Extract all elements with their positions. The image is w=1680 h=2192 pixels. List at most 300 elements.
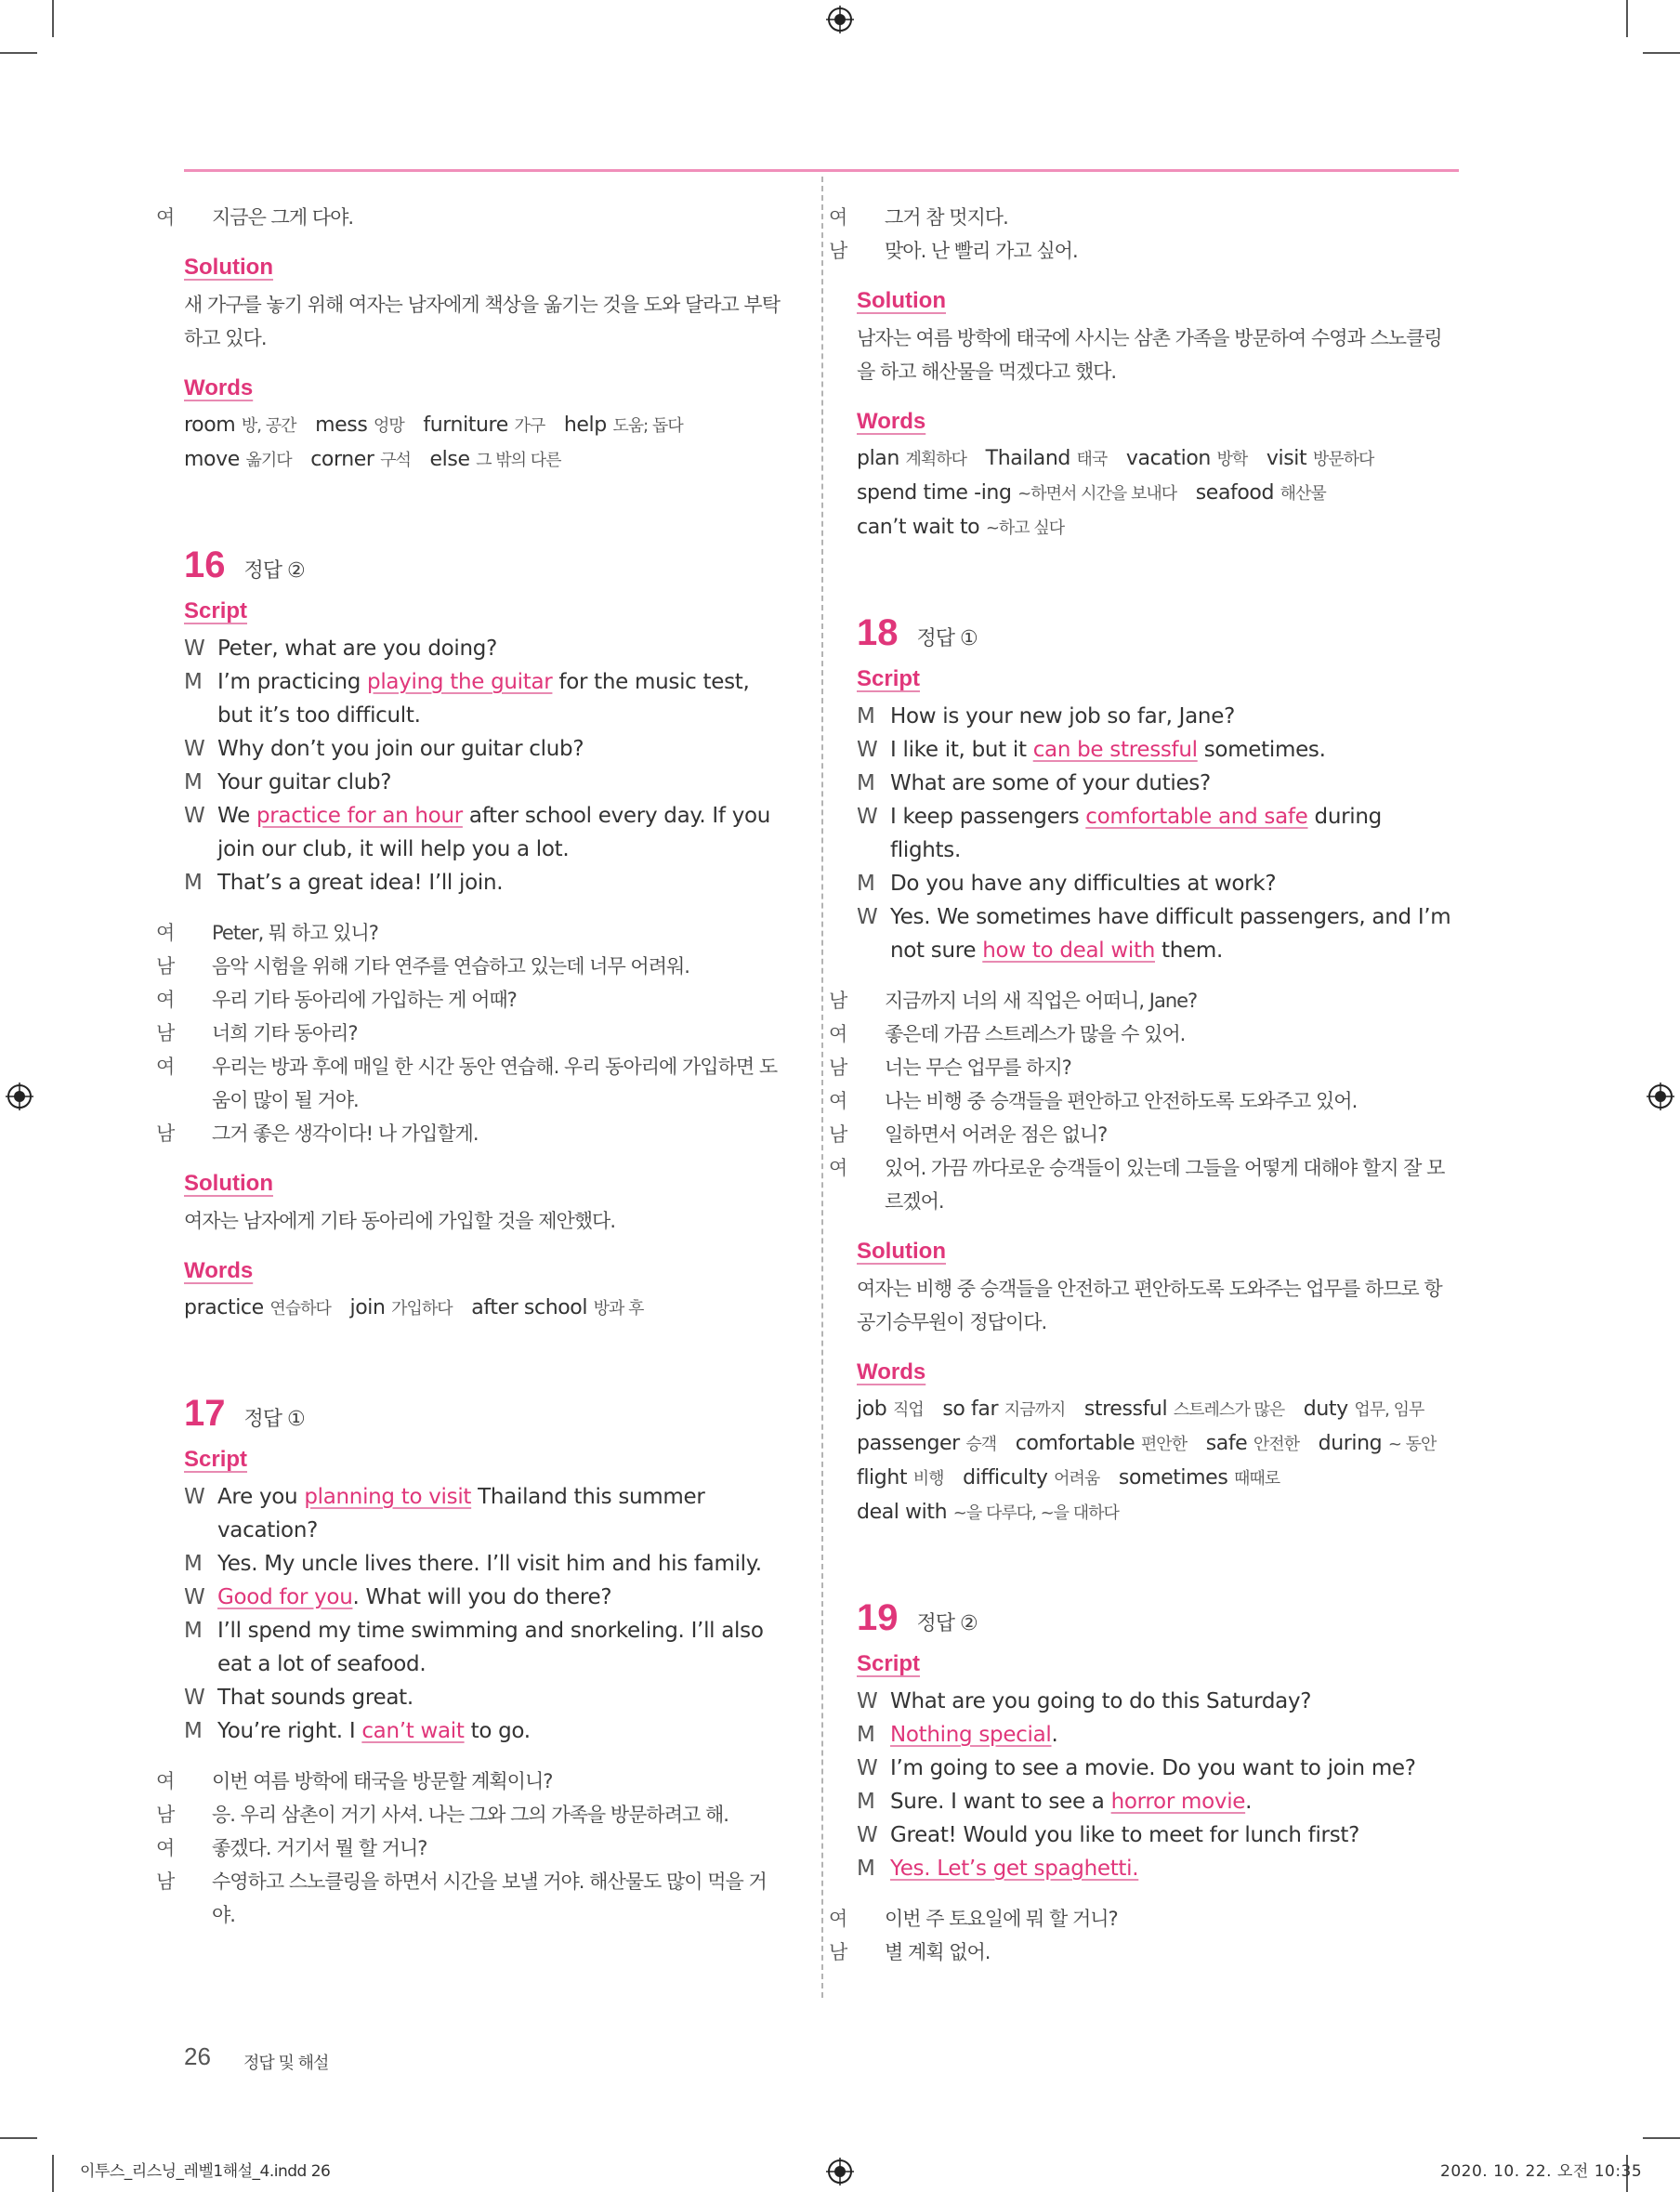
word-entry <box>857 516 1064 539</box>
dialog-text: I keep passengers <box>890 805 1086 829</box>
dialog-text: You’re right. I <box>217 1719 362 1743</box>
dialog-line <box>184 799 783 866</box>
word-korean: 옮기다 <box>245 451 292 470</box>
question-number: 18 <box>857 612 899 653</box>
dialog-text: . <box>1051 1723 1058 1747</box>
key-phrase: planning to visit <box>304 1485 472 1509</box>
word-korean: 직업 <box>892 1400 924 1420</box>
word-korean: 편안한 <box>1140 1435 1188 1454</box>
korean-translation <box>156 916 783 1150</box>
dialog-text: Thailand this summer vacation? <box>217 1485 705 1542</box>
key-phrase: Yes. Let’s get spaghetti. <box>890 1857 1139 1881</box>
korean-line <box>829 201 1456 234</box>
korean-text: 이번 주 토요일에 뭐 할 거니? <box>885 1908 1118 1930</box>
word-korean: 방문하다 <box>1312 450 1374 469</box>
korean-text: 나는 비행 중 승객들을 편안하고 안전하도록 도와주고 있어. <box>885 1090 1358 1112</box>
speaker-label: M <box>184 1719 203 1743</box>
word-entry <box>1016 1432 1187 1455</box>
word-korean: 가구 <box>514 416 545 436</box>
question-header <box>184 545 783 595</box>
korean-line <box>156 1865 783 1932</box>
speaker-label: W <box>857 905 878 929</box>
korean-text: 좋은데 가끔 스트레스가 많을 수 있어. <box>885 1023 1186 1045</box>
word-english: Thailand <box>985 447 1070 470</box>
word-english: join <box>349 1296 386 1319</box>
speaker-label: 여 <box>156 1837 175 1859</box>
word-english: safe <box>1205 1432 1248 1455</box>
word-english: after school <box>471 1296 588 1319</box>
word-english: room <box>184 413 236 437</box>
word-english: stressful <box>1083 1398 1168 1421</box>
dialog-text: to go. <box>464 1719 531 1743</box>
korean-line <box>156 1765 783 1798</box>
word-korean: 지금까지 <box>1004 1400 1066 1420</box>
word-korean: ~하고 싶다 <box>985 518 1065 538</box>
speaker-label: W <box>857 1689 878 1713</box>
word-entry <box>350 1296 453 1319</box>
word-korean: 방학 <box>1216 450 1248 469</box>
dialog-line <box>857 1818 1456 1852</box>
key-phrase: practice for an hour <box>256 804 463 828</box>
speaker-label: W <box>184 1686 205 1710</box>
word-english: passenger <box>857 1432 960 1455</box>
dialog-line <box>857 733 1456 767</box>
speaker-label: M <box>857 1723 875 1747</box>
solution-label: Solution <box>184 255 273 280</box>
word-korean: 승객 <box>965 1435 997 1454</box>
dialog-text: . What will you do there? <box>352 1585 612 1609</box>
speaker-label: W <box>184 737 205 761</box>
crop-mark <box>1626 0 1628 37</box>
key-phrase: Good for you <box>217 1585 353 1609</box>
dialog-line <box>857 1685 1456 1718</box>
word-korean: 가입하다 <box>391 1299 453 1319</box>
dialog-text: Yes. We sometimes have difficult passengers, and I’m not sure <box>890 905 1451 963</box>
dialog-line <box>184 732 783 766</box>
dialog-line <box>857 1752 1456 1785</box>
speaker-label: 남 <box>156 1804 175 1826</box>
speaker-label: 남 <box>829 990 847 1012</box>
korean-line <box>156 1017 783 1050</box>
korean-text: 지금은 그게 다야. <box>212 206 354 229</box>
dialog-text: after school every day. If you join our club, it will help you a lot. <box>217 804 771 861</box>
word-korean: 그 밖의 다른 <box>476 451 561 470</box>
word-korean: 업무, 임무 <box>1354 1400 1424 1420</box>
registration-mark-icon <box>826 6 854 33</box>
dialog-line <box>184 866 783 899</box>
korean-line <box>156 1117 783 1150</box>
dialog-text: I’m going to see a movie. Do you want to join me? <box>890 1756 1416 1780</box>
word-entry <box>857 1398 924 1421</box>
korean-text: 이번 여름 방학에 태국을 방문할 계획이니? <box>212 1770 553 1792</box>
dialog-text: during flights. <box>890 805 1382 862</box>
word-english: difficulty <box>963 1466 1048 1490</box>
solution-label: Solution <box>857 288 946 313</box>
dialog-text: What are you going to do this Saturday? <box>890 1689 1312 1713</box>
word-korean: 계획하다 <box>905 450 967 469</box>
print-slug-datetime: 2020. 10. 22. 오전 10:35 <box>1440 2162 1643 2181</box>
korean-text: 우리는 방과 후에 매일 한 시간 동안 연습해. 우리 동아리에 가입하면 도움이 많이 될 거야. <box>212 1056 778 1111</box>
word-english: flight <box>857 1466 908 1490</box>
speaker-label: 여 <box>156 1056 175 1078</box>
question-number: 19 <box>857 1597 899 1638</box>
dialog-line <box>184 1547 783 1581</box>
key-phrase: comfortable and safe <box>1085 805 1308 829</box>
dialog-text: That’s a great idea! I’ll join. <box>217 871 504 895</box>
solution-label: Solution <box>184 1171 273 1196</box>
speaker-label: 여 <box>156 1770 175 1792</box>
word-english: job <box>857 1398 887 1421</box>
korean-text: 너희 기타 동아리? <box>212 1022 358 1044</box>
korean-text: Peter, 뭐 하고 있니? <box>212 922 378 944</box>
key-phrase: playing the guitar <box>367 670 553 694</box>
key-phrase: horror movie <box>1110 1790 1246 1814</box>
speaker-label: M <box>184 1552 203 1576</box>
key-phrase: how to deal with <box>982 938 1155 963</box>
key-phrase: can’t wait <box>361 1719 465 1743</box>
speaker-label: W <box>857 1756 878 1780</box>
word-korean: 어려움 <box>1054 1469 1100 1489</box>
word-english: furniture <box>423 413 508 437</box>
korean-line <box>829 1084 1456 1118</box>
words-list <box>857 442 1456 545</box>
dialog-text: for the music test, but it’s too difficult. <box>217 670 750 728</box>
word-entry <box>430 448 561 471</box>
dialog-line <box>857 767 1456 800</box>
registration-mark-icon <box>6 1083 33 1110</box>
word-entry <box>963 1466 1099 1490</box>
dialog-line <box>184 1614 783 1681</box>
script-dialog <box>184 632 783 899</box>
word-entry <box>564 413 683 437</box>
word-english: deal with <box>857 1501 948 1524</box>
word-korean: 안전한 <box>1253 1435 1300 1454</box>
word-english: so far <box>942 1398 999 1421</box>
korean-line <box>829 984 1456 1017</box>
word-korean: ~ 동안 <box>1387 1435 1437 1454</box>
speaker-label: 남 <box>156 1122 175 1145</box>
key-phrase: Nothing special <box>890 1723 1052 1747</box>
dialog-line <box>857 700 1456 733</box>
word-korean: 비행 <box>912 1469 944 1489</box>
korean-line <box>156 916 783 950</box>
word-english: move <box>184 448 240 471</box>
speaker-label: 남 <box>829 1941 847 1963</box>
crop-mark <box>0 2137 37 2139</box>
dialog-line <box>857 1852 1456 1885</box>
korean-line <box>829 234 1456 268</box>
crop-mark <box>52 2155 54 2192</box>
korean-line <box>829 1051 1456 1084</box>
dialog-line <box>857 1785 1456 1818</box>
korean-text: 좋겠다. 거기서 뭘 할 거니? <box>212 1837 427 1859</box>
word-entry <box>857 1432 996 1455</box>
word-english: duty <box>1303 1398 1348 1421</box>
dialog-text: . <box>1245 1790 1253 1814</box>
word-korean: 방, 공간 <box>241 416 296 436</box>
script-dialog <box>857 1685 1456 1885</box>
dialog-text: That sounds great. <box>217 1686 413 1710</box>
dialog-text: How is your new job so far, Jane? <box>890 704 1235 728</box>
speaker-label: 남 <box>829 1123 847 1146</box>
words-list <box>184 1292 783 1326</box>
dialog-text: What are some of your duties? <box>890 771 1211 795</box>
word-entry <box>1084 1398 1284 1421</box>
crop-mark <box>1643 52 1680 54</box>
word-entry <box>1119 1466 1280 1490</box>
page-number: 26 <box>184 2042 211 2070</box>
dialog-text: Why don’t you join our guitar club? <box>217 737 584 761</box>
header-rule <box>184 169 1459 172</box>
speaker-label: M <box>184 770 203 794</box>
word-entry <box>857 481 1176 505</box>
dialog-text: We <box>217 804 256 828</box>
word-korean: 도움; 돕다 <box>612 416 683 436</box>
speaker-label: M <box>857 1857 875 1881</box>
right-column <box>829 201 1456 1969</box>
word-korean: 스트레스가 많은 <box>1173 1400 1285 1420</box>
speaker-label: M <box>857 872 875 896</box>
word-entry <box>423 413 545 437</box>
dialog-text: Your guitar club? <box>217 770 392 794</box>
footer-section-title: 정답 및 해설 <box>243 2054 329 2073</box>
dialog-text: Great! Would you like to meet for lunch first? <box>890 1823 1360 1847</box>
korean-text: 수영하고 스노클링을 하면서 시간을 보낼 거야. 해산물도 많이 먹을 거야. <box>212 1870 767 1926</box>
word-korean: 방과 후 <box>593 1299 644 1319</box>
solution-text: 새 가구를 놓기 위해 여자는 남자에게 책상을 옮기는 것을 도와 달라고 부탁하고 있다. <box>184 294 781 349</box>
speaker-label: 여 <box>829 1090 847 1112</box>
korean-translation <box>829 984 1456 1218</box>
korean-line <box>829 1936 1456 1969</box>
dialog-line <box>857 1718 1456 1752</box>
dialog-line <box>184 1714 783 1748</box>
word-korean: 태국 <box>1076 450 1108 469</box>
speaker-label: 여 <box>829 206 847 229</box>
solution-text: 남자는 여름 방학에 태국에 사시는 삼촌 가족을 방문하여 수영과 스노클링을 하고 해산물을 먹겠다고 했다. <box>857 327 1442 383</box>
korean-line <box>156 1050 783 1117</box>
dialog-text: Do you have any difficulties at work? <box>890 872 1277 896</box>
words-label: Words <box>184 1258 254 1283</box>
word-entry <box>1304 1398 1424 1421</box>
korean-text: 맞아. 난 빨리 가고 싶어. <box>885 240 1078 262</box>
solution-text: 여자는 비행 중 승객들을 안전하고 편안하도록 도와주는 업무를 하므로 항공기승무원이 정답이다. <box>857 1278 1442 1333</box>
korean-line <box>156 1831 783 1865</box>
word-english: spend time -ing <box>857 481 1012 505</box>
speaker-label: 여 <box>156 206 175 229</box>
korean-text: 우리 기타 동아리에 가입하는 게 어때? <box>212 989 517 1011</box>
word-korean: ~을 다루다, ~을 대하다 <box>952 1503 1119 1523</box>
speaker-label: W <box>857 1823 878 1847</box>
speaker-label: 여 <box>156 922 175 944</box>
words-label: Words <box>857 409 926 434</box>
script-dialog <box>184 1480 783 1748</box>
dialog-line <box>184 1480 783 1547</box>
word-english: practice <box>184 1296 264 1319</box>
speaker-label: M <box>184 670 203 694</box>
crop-mark <box>52 0 54 37</box>
speaker-label: 남 <box>156 1870 175 1893</box>
left-column <box>156 201 783 1932</box>
words-list <box>184 409 783 478</box>
dialog-text: I like it, but it <box>890 738 1033 762</box>
word-entry <box>857 1501 1119 1524</box>
speaker-label: 남 <box>156 955 175 978</box>
word-english: corner <box>310 448 374 471</box>
speaker-label: M <box>184 871 203 895</box>
word-entry <box>857 1466 943 1490</box>
speaker-label: 여 <box>829 1157 847 1179</box>
speaker-label: 여 <box>829 1908 847 1930</box>
dialog-text: Peter, what are you doing? <box>217 637 497 661</box>
dialog-text: them. <box>1154 938 1223 963</box>
word-english: plan <box>857 447 899 470</box>
word-english: help <box>563 413 607 437</box>
word-english: comfortable <box>1015 1432 1135 1455</box>
solution-label: Solution <box>857 1239 946 1264</box>
speaker-label: W <box>184 804 205 828</box>
word-english: sometimes <box>1118 1466 1228 1490</box>
korean-translation <box>156 1765 783 1932</box>
word-korean: ~하면서 시간을 보내다 <box>1017 484 1177 504</box>
dialog-line <box>184 665 783 732</box>
korean-text: 너는 무슨 업무를 하지? <box>885 1057 1071 1079</box>
speaker-label: 여 <box>829 1023 847 1045</box>
question-number: 16 <box>184 545 226 585</box>
question-header <box>857 612 1456 663</box>
word-entry <box>1206 1432 1299 1455</box>
word-korean: 엉망 <box>374 416 404 436</box>
word-entry <box>1319 1432 1437 1455</box>
korean-line <box>829 1151 1456 1218</box>
solution-text: 여자는 남자에게 기타 동아리에 가입할 것을 제안했다. <box>184 1210 616 1232</box>
dialog-line <box>857 867 1456 900</box>
word-entry <box>184 1296 331 1319</box>
korean-translation <box>829 1902 1456 1969</box>
word-english: during <box>1318 1432 1383 1455</box>
word-entry <box>1267 447 1374 470</box>
script-label: Script <box>857 666 921 691</box>
word-entry <box>942 1398 1065 1421</box>
korean-text: 그거 좋은 생각이다! 나 가입할게. <box>212 1122 479 1145</box>
answer-key: 정답 ② <box>916 1612 978 1635</box>
word-entry <box>184 413 296 437</box>
dialog-text: Yes. My uncle lives there. I’ll visit him and his family. <box>217 1552 762 1576</box>
korean-line <box>156 1798 783 1831</box>
word-entry <box>310 448 411 471</box>
speaker-label: M <box>857 1790 875 1814</box>
word-korean: 구석 <box>380 451 411 470</box>
word-entry <box>986 447 1108 470</box>
word-english: can’t wait to <box>857 516 980 539</box>
dialog-text: Sure. I want to see a <box>890 1790 1111 1814</box>
speaker-label: 남 <box>156 1022 175 1044</box>
word-entry <box>1126 447 1247 470</box>
korean-line <box>156 201 783 234</box>
crop-mark <box>0 52 37 54</box>
word-entry <box>471 1296 643 1319</box>
word-entry <box>1196 481 1326 505</box>
korean-line <box>829 1118 1456 1151</box>
korean-translation <box>156 201 783 234</box>
speaker-label: W <box>857 805 878 829</box>
korean-line <box>829 1902 1456 1936</box>
word-english: visit <box>1266 447 1307 470</box>
word-english: seafood <box>1195 481 1275 505</box>
speaker-label: 남 <box>829 240 847 262</box>
dialog-line <box>184 632 783 665</box>
korean-line <box>156 983 783 1017</box>
speaker-label: 남 <box>829 1057 847 1079</box>
words-label: Words <box>184 375 254 400</box>
korean-text: 지금까지 너의 새 직업은 어떠니, Jane? <box>885 990 1198 1012</box>
word-korean: 연습하다 <box>269 1299 331 1319</box>
dialog-text: sometimes. <box>1197 738 1326 762</box>
korean-text: 별 계획 없어. <box>885 1941 991 1963</box>
dialog-line <box>857 800 1456 867</box>
word-entry <box>857 447 966 470</box>
answer-key: 정답 ① <box>243 1408 305 1431</box>
word-english: vacation <box>1125 447 1211 470</box>
print-slug-file: 이투스_리스닝_레벨1해설_4.indd 26 <box>80 2162 331 2181</box>
script-label: Script <box>857 1651 921 1676</box>
question-header <box>184 1393 783 1443</box>
column-divider <box>821 177 823 1998</box>
korean-text: 있어. 가끔 까다로운 승객들이 있는데 그들을 어떻게 대해야 할지 잘 모르겠어. <box>885 1157 1445 1213</box>
word-korean: 해산물 <box>1280 484 1326 504</box>
korean-text: 응. 우리 삼촌이 거기 사셔. 나는 그와 그의 가족을 방문하려고 해. <box>212 1804 728 1826</box>
script-dialog <box>857 700 1456 967</box>
answer-key: 정답 ① <box>916 627 978 650</box>
speaker-label: W <box>184 1585 205 1609</box>
word-korean: 때때로 <box>1233 1469 1280 1489</box>
korean-line <box>156 950 783 983</box>
speaker-label: M <box>857 771 875 795</box>
words-list <box>857 1393 1456 1530</box>
word-entry <box>184 448 292 471</box>
crop-mark <box>1643 2137 1680 2139</box>
dialog-line <box>184 1581 783 1614</box>
speaker-label: 여 <box>156 989 175 1011</box>
korean-text: 일하면서 어려운 점은 없니? <box>885 1123 1108 1146</box>
speaker-label: W <box>857 738 878 762</box>
speaker-label: W <box>184 1485 205 1509</box>
script-label: Script <box>184 1447 248 1472</box>
answer-key: 정답 ② <box>243 559 305 583</box>
words-label: Words <box>857 1359 926 1385</box>
dialog-line <box>184 766 783 799</box>
dialog-text: Are you <box>217 1485 305 1509</box>
speaker-label: M <box>857 704 875 728</box>
script-label: Script <box>184 598 248 623</box>
dialog-line <box>857 900 1456 967</box>
speaker-label: W <box>184 637 205 661</box>
question-number: 17 <box>184 1393 226 1434</box>
korean-line <box>829 1017 1456 1051</box>
dialog-text: I’m practicing <box>217 670 368 694</box>
speaker-label: M <box>184 1619 203 1643</box>
word-english: mess <box>315 413 368 437</box>
korean-text: 그거 참 멋지다. <box>885 206 1008 229</box>
dialog-line <box>184 1681 783 1714</box>
question-header <box>857 1597 1456 1647</box>
registration-mark-icon <box>1647 1083 1674 1110</box>
word-english: else <box>429 448 470 471</box>
dialog-text: I’ll spend my time swimming and snorkeling. I’ll also eat a lot of seafood. <box>217 1619 764 1676</box>
korean-translation <box>829 201 1456 268</box>
word-entry <box>315 413 404 437</box>
registration-mark-icon <box>826 2158 854 2185</box>
key-phrase: can be stressful <box>1032 738 1198 762</box>
